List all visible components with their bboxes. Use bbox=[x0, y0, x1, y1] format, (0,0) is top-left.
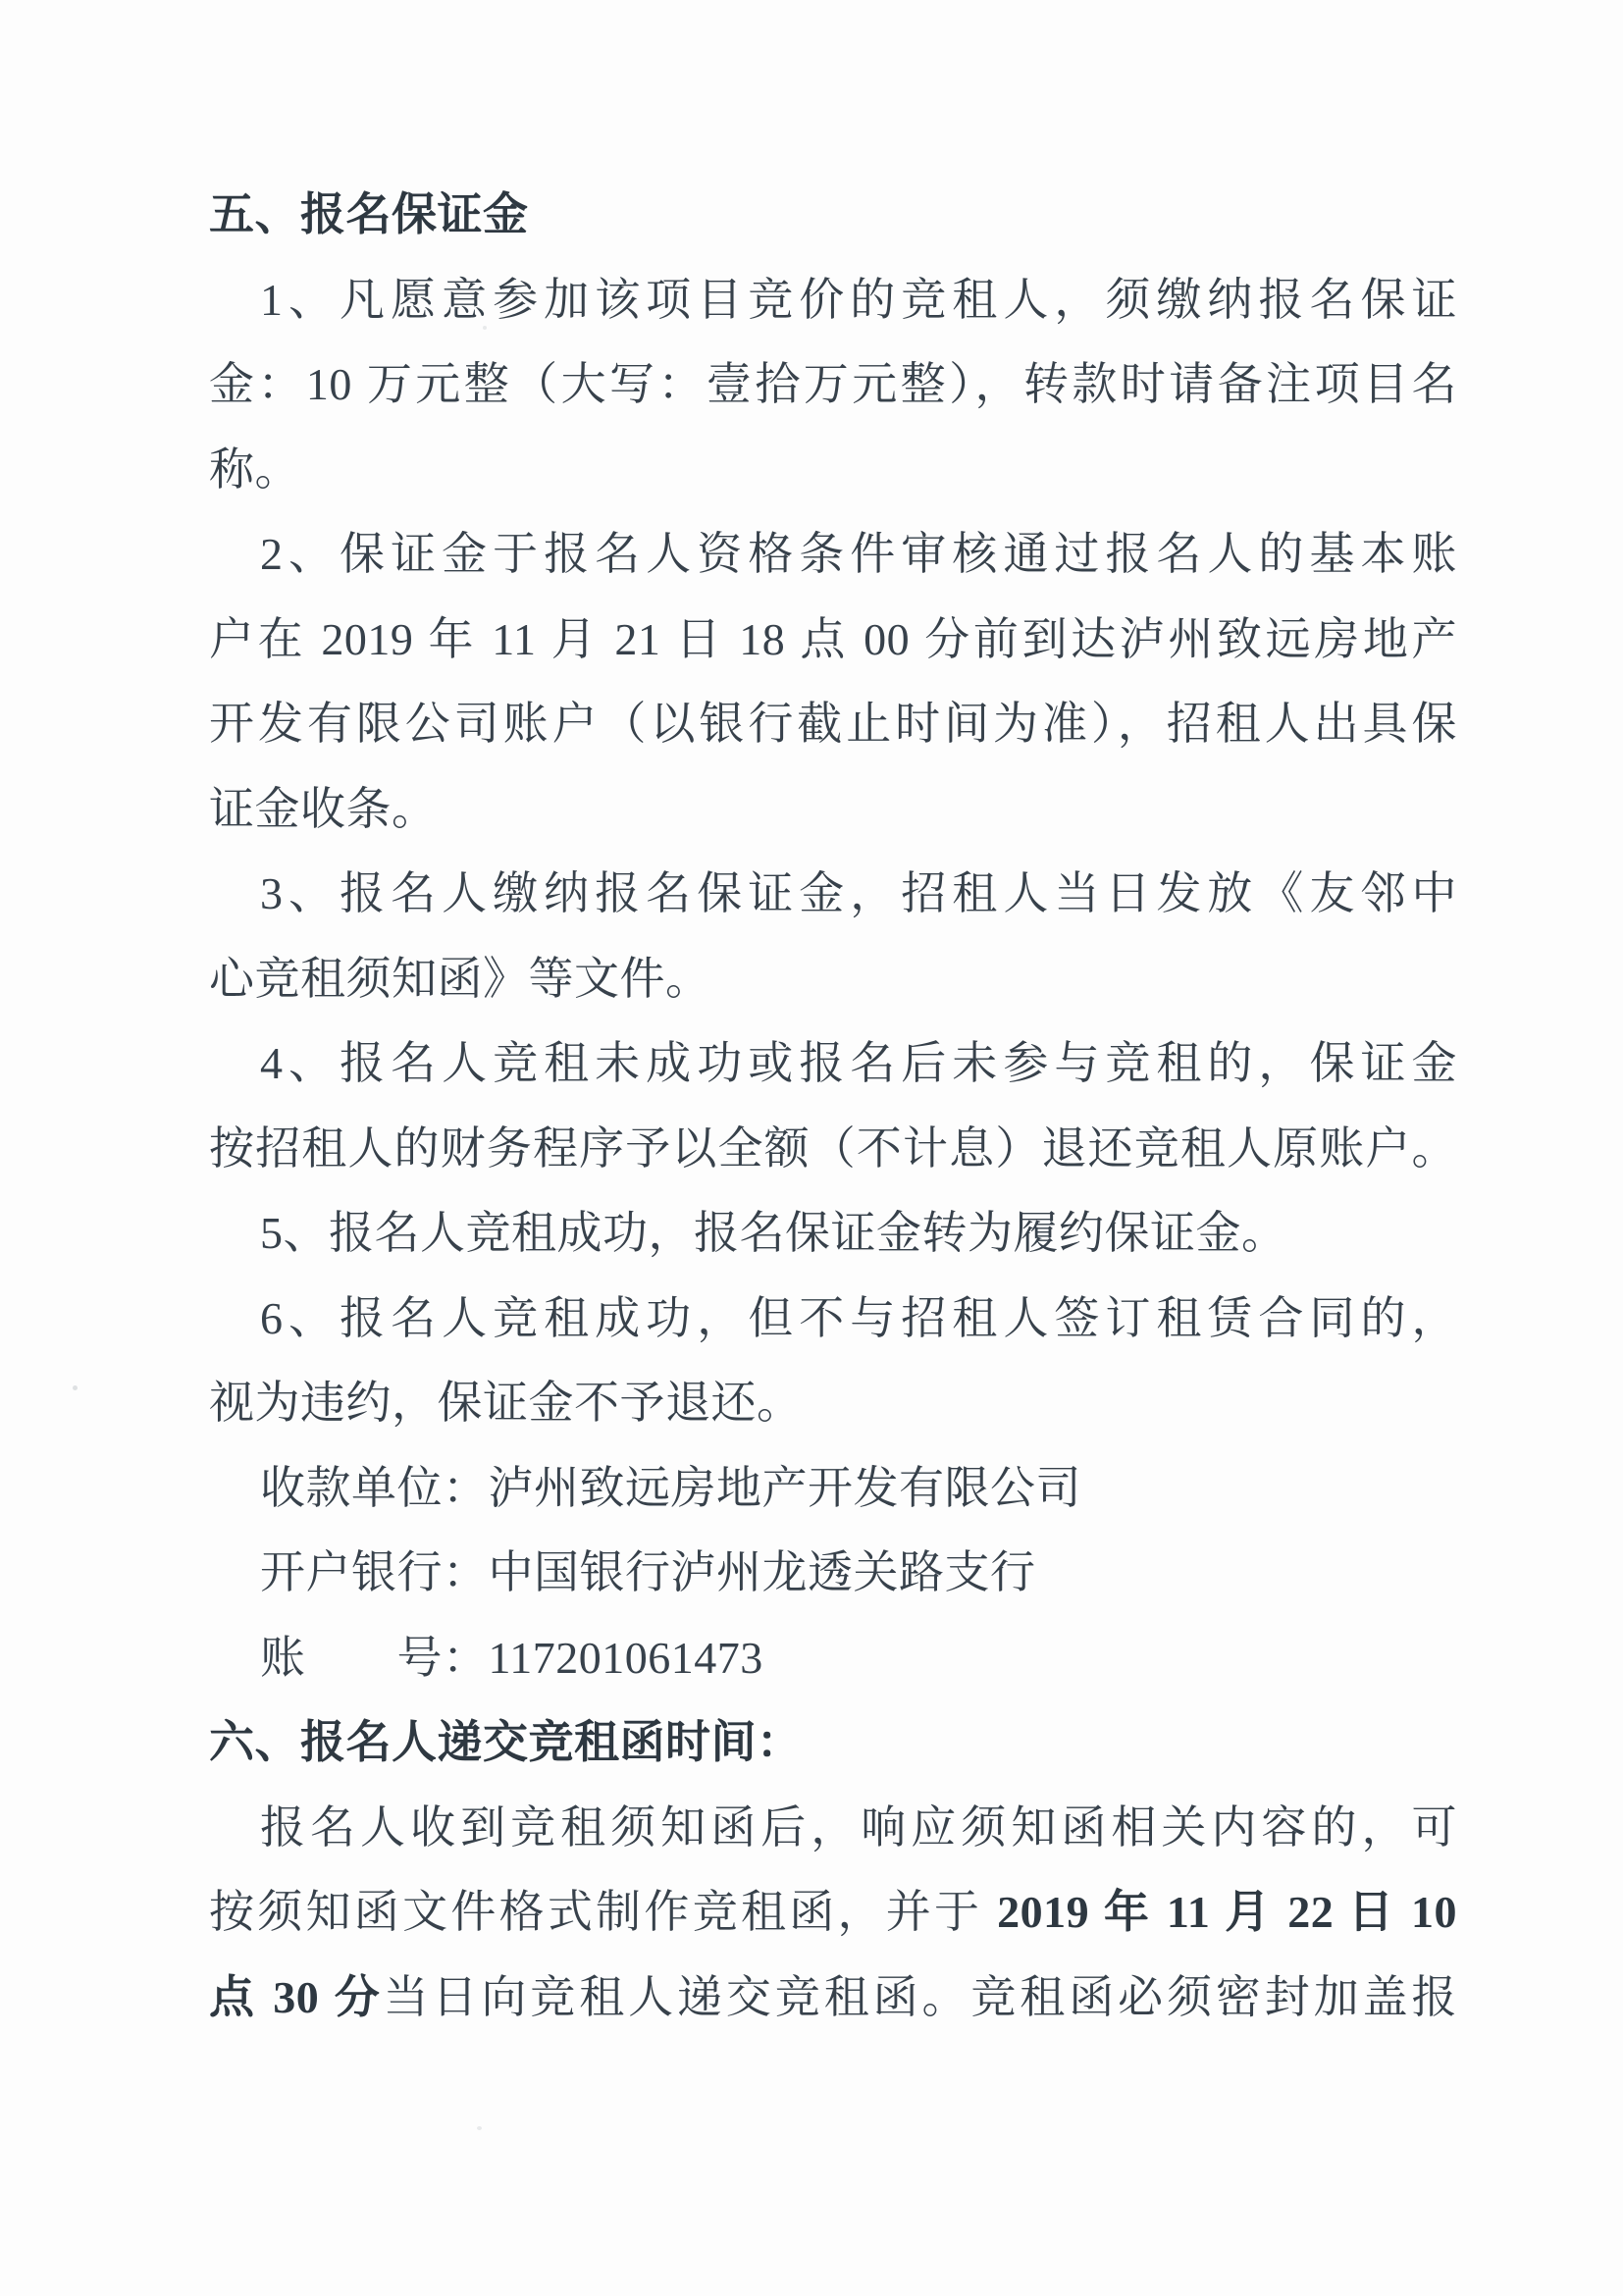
bold-text-segment: 点 30 分 bbox=[209, 1971, 384, 2022]
text-segment: 3、报名人缴纳报名保证金，招租人当日发放《友邻中 bbox=[260, 868, 1457, 918]
text-segment: 收款单位：泸州致远房地产开发有限公司 bbox=[260, 1462, 1081, 1513]
paragraph bbox=[209, 1786, 1457, 2041]
text-line bbox=[209, 1870, 1457, 1956]
paragraph bbox=[209, 1277, 1457, 1446]
text-segment: 开发有限公司账户（以银行截止时间为准），招租人出具保 bbox=[209, 699, 1457, 749]
text-segment: 当日向竞租人递交竞租函。竞租函必须密封加盖报 bbox=[383, 1971, 1458, 2022]
text-segment: 报名人收到竞租须知函后，响应须知函相关内容的，可 bbox=[260, 1801, 1457, 1852]
section-heading bbox=[209, 1700, 1457, 1786]
text-segment: 视为违约，保证金不予退还。 bbox=[209, 1378, 803, 1428]
text-line bbox=[209, 342, 1457, 428]
paragraph bbox=[209, 512, 1457, 852]
text-line bbox=[209, 1277, 1457, 1362]
text-line bbox=[209, 767, 1457, 853]
text-line bbox=[209, 512, 1457, 598]
paragraph bbox=[209, 1021, 1457, 1191]
document-body bbox=[209, 173, 1457, 2040]
text-line bbox=[209, 1361, 1457, 1446]
text-line bbox=[209, 258, 1457, 343]
text-line bbox=[209, 428, 1457, 513]
text-line bbox=[209, 852, 1457, 937]
text-segment: 2、保证金于报名人资格条件审核通过报名人的基本账 bbox=[260, 529, 1457, 579]
text-segment: 4、报名人竞租未成功或报名后未参与竞租的，保证金 bbox=[260, 1038, 1457, 1088]
text-line bbox=[209, 937, 1457, 1022]
paragraph bbox=[209, 1191, 1457, 1277]
text-segment: 账 号：117201061473 bbox=[260, 1632, 763, 1683]
text-segment: 按招租人的财务程序予以全额（不计息）退还竞租人原账户。 bbox=[209, 1122, 1457, 1174]
text-line bbox=[209, 1191, 1457, 1277]
text-segment: 按须知函文件格式制作竞租函，并于 bbox=[209, 1887, 998, 1937]
text-line bbox=[209, 1956, 1457, 2041]
paragraph bbox=[209, 1531, 1457, 1616]
text-segment: 证金收条。 bbox=[209, 783, 438, 834]
text-line bbox=[209, 682, 1457, 767]
section-heading bbox=[209, 173, 1457, 258]
bold-text-segment: 五、报名保证金 bbox=[209, 189, 529, 239]
scan-speck bbox=[73, 1385, 78, 1390]
paragraph bbox=[209, 1616, 1457, 1701]
text-segment: 称。 bbox=[209, 444, 300, 495]
text-segment: 6、报名人竞租成功，但不与招租人签订租赁合同的， bbox=[260, 1292, 1457, 1343]
text-line bbox=[209, 598, 1457, 683]
bold-text-segment: 2019 年 11 月 22 日 10 bbox=[997, 1887, 1458, 1937]
text-line bbox=[209, 1107, 1457, 1192]
text-segment: 1、凡愿意参加该项目竞价的竞租人，须缴纳报名保证 bbox=[260, 274, 1457, 325]
text-line bbox=[209, 1446, 1457, 1532]
text-line bbox=[209, 1786, 1457, 1871]
paragraph bbox=[209, 258, 1457, 513]
paragraph bbox=[209, 1446, 1457, 1532]
bold-text-segment: 六、报名人递交竞租函时间： bbox=[209, 1717, 803, 1767]
text-line bbox=[209, 1700, 1457, 1786]
text-segment: 5、报名人竞租成功，报名保证金转为履约保证金。 bbox=[260, 1208, 1287, 1258]
text-segment: 金：10 万元整（大写：壹拾万元整），转款时请备注项目名 bbox=[209, 359, 1457, 409]
paragraph bbox=[209, 852, 1457, 1021]
text-segment: 心竞租须知函》等文件。 bbox=[209, 953, 711, 1004]
scan-speck bbox=[477, 2126, 482, 2130]
text-line bbox=[209, 173, 1457, 258]
text-line bbox=[209, 1021, 1457, 1107]
text-line bbox=[209, 1616, 1457, 1701]
text-line bbox=[209, 1531, 1457, 1616]
text-segment: 户在 2019 年 11 月 21 日 18 点 00 分前到达泸州致远房地产 bbox=[209, 613, 1457, 664]
text-segment: 开户银行：中国银行泸州龙透关路支行 bbox=[260, 1547, 1036, 1597]
